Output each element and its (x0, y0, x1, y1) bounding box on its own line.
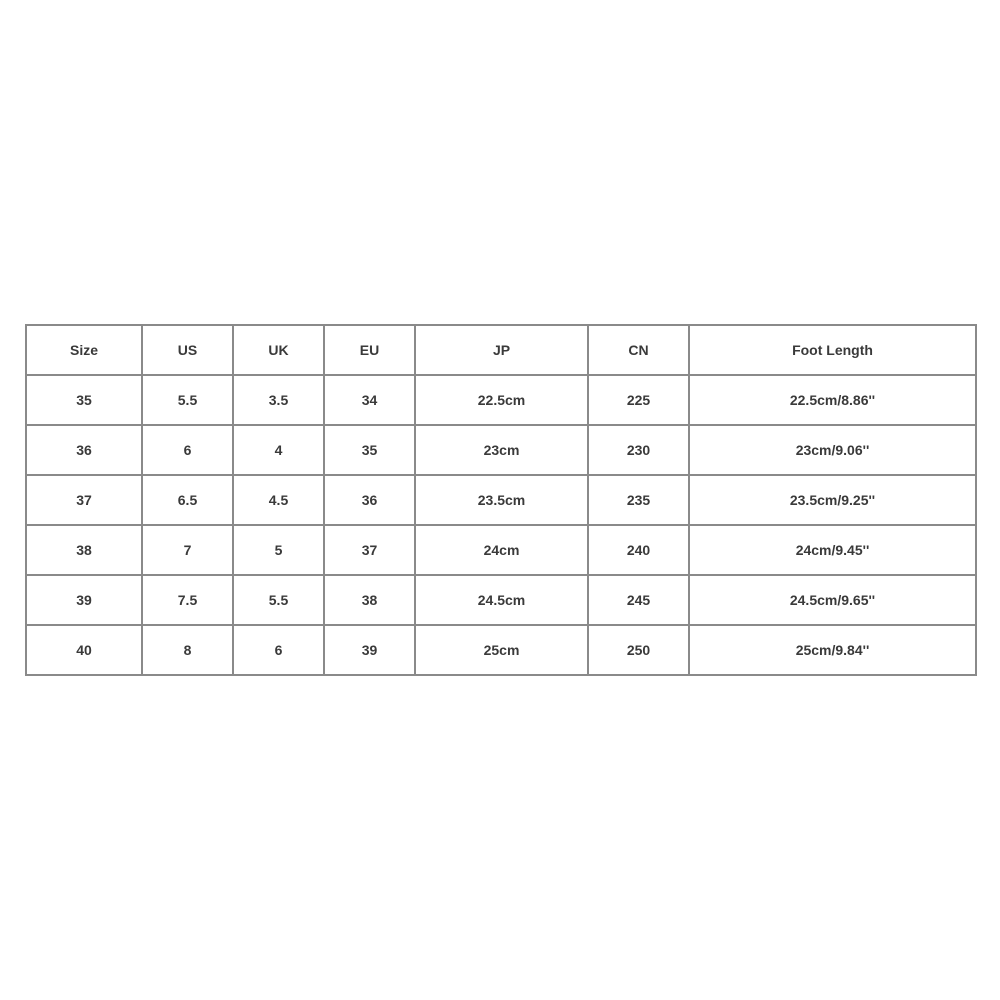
cell-jp: 23.5cm (415, 475, 588, 525)
table-row (26, 575, 976, 625)
cell-size: 38 (26, 525, 142, 575)
header-row (26, 325, 976, 375)
cell-uk: 6 (233, 625, 324, 675)
cell-eu: 38 (324, 575, 415, 625)
cell-size: 36 (26, 425, 142, 475)
table-row (26, 625, 976, 675)
cell-jp: 24.5cm (415, 575, 588, 625)
header-jp: JP (415, 325, 588, 375)
cell-size: 35 (26, 375, 142, 425)
size-chart-table (25, 324, 977, 676)
cell-us: 5.5 (142, 375, 233, 425)
cell-jp: 22.5cm (415, 375, 588, 425)
cell-eu: 37 (324, 525, 415, 575)
cell-size: 39 (26, 575, 142, 625)
cell-foot-length: 22.5cm/8.86'' (689, 375, 976, 425)
cell-us: 7.5 (142, 575, 233, 625)
cell-size: 40 (26, 625, 142, 675)
cell-jp: 25cm (415, 625, 588, 675)
cell-cn: 230 (588, 425, 689, 475)
table-row (26, 375, 976, 425)
cell-foot-length: 24.5cm/9.65'' (689, 575, 976, 625)
cell-eu: 34 (324, 375, 415, 425)
cell-foot-length: 23.5cm/9.25'' (689, 475, 976, 525)
cell-eu: 36 (324, 475, 415, 525)
header-cn: CN (588, 325, 689, 375)
cell-uk: 5 (233, 525, 324, 575)
cell-uk: 4 (233, 425, 324, 475)
cell-eu: 35 (324, 425, 415, 475)
table-header (26, 325, 976, 375)
cell-us: 7 (142, 525, 233, 575)
header-size: Size (26, 325, 142, 375)
cell-uk: 4.5 (233, 475, 324, 525)
header-uk: UK (233, 325, 324, 375)
table-row (26, 425, 976, 475)
cell-cn: 245 (588, 575, 689, 625)
table-body (26, 375, 976, 675)
cell-uk: 3.5 (233, 375, 324, 425)
header-foot-length: Foot Length (689, 325, 976, 375)
cell-jp: 23cm (415, 425, 588, 475)
cell-uk: 5.5 (233, 575, 324, 625)
cell-jp: 24cm (415, 525, 588, 575)
cell-us: 6.5 (142, 475, 233, 525)
cell-size: 37 (26, 475, 142, 525)
cell-foot-length: 25cm/9.84'' (689, 625, 976, 675)
header-us: US (142, 325, 233, 375)
cell-cn: 235 (588, 475, 689, 525)
cell-cn: 250 (588, 625, 689, 675)
header-eu: EU (324, 325, 415, 375)
cell-us: 6 (142, 425, 233, 475)
cell-foot-length: 24cm/9.45'' (689, 525, 976, 575)
table-row (26, 525, 976, 575)
cell-cn: 240 (588, 525, 689, 575)
cell-foot-length: 23cm/9.06'' (689, 425, 976, 475)
cell-eu: 39 (324, 625, 415, 675)
table-row (26, 475, 976, 525)
cell-us: 8 (142, 625, 233, 675)
cell-cn: 225 (588, 375, 689, 425)
